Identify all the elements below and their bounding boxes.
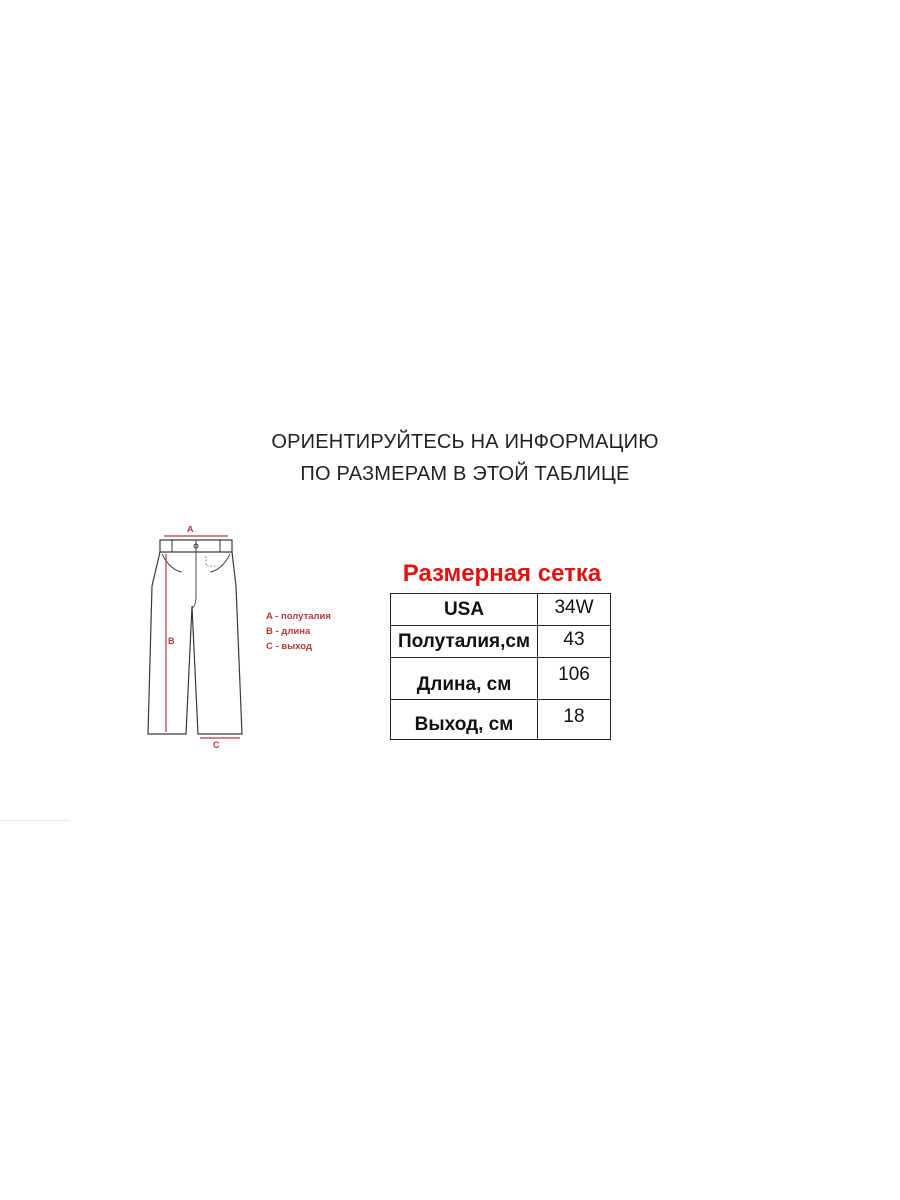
- legend-item-c: C - выход: [266, 641, 313, 652]
- param-cell: Выход, см: [391, 700, 538, 740]
- value-cell: [538, 700, 611, 740]
- param-cell: Длина, см: [391, 658, 538, 700]
- label-a: A: [187, 526, 194, 534]
- label-b: B: [168, 636, 175, 646]
- value-text: 34W: [554, 597, 594, 618]
- table-row: [391, 658, 611, 700]
- legend-item-a: A - полуталия: [266, 611, 331, 622]
- value-text: 18: [563, 706, 585, 727]
- heading-line-2: ПО РАЗМЕРАМ В ЭТОЙ ТАБЛИЦЕ: [300, 463, 630, 485]
- heading-line-1: ОРИЕНТИРУЙТЕСЬ НА ИНФОРМАЦИЮ: [271, 431, 659, 453]
- legend-item-b: B - длина: [266, 626, 311, 637]
- label-c: C: [213, 740, 220, 750]
- param-cell: Полуталия,см: [391, 626, 538, 658]
- value-text: 106: [558, 664, 590, 685]
- table-row: [391, 626, 611, 658]
- page-heading: [0, 426, 900, 490]
- table-row: [391, 700, 611, 740]
- table-row: [391, 594, 611, 626]
- value-text: 43: [563, 629, 585, 650]
- value-cell: [538, 626, 611, 658]
- param-cell: USA: [391, 594, 538, 626]
- value-cell: [538, 594, 611, 626]
- size-chart-title: Размерная сетка: [402, 560, 602, 587]
- value-cell: [538, 658, 611, 700]
- size-chart-table: [390, 593, 611, 740]
- measurement-legend: [266, 609, 331, 654]
- divider: [0, 820, 70, 821]
